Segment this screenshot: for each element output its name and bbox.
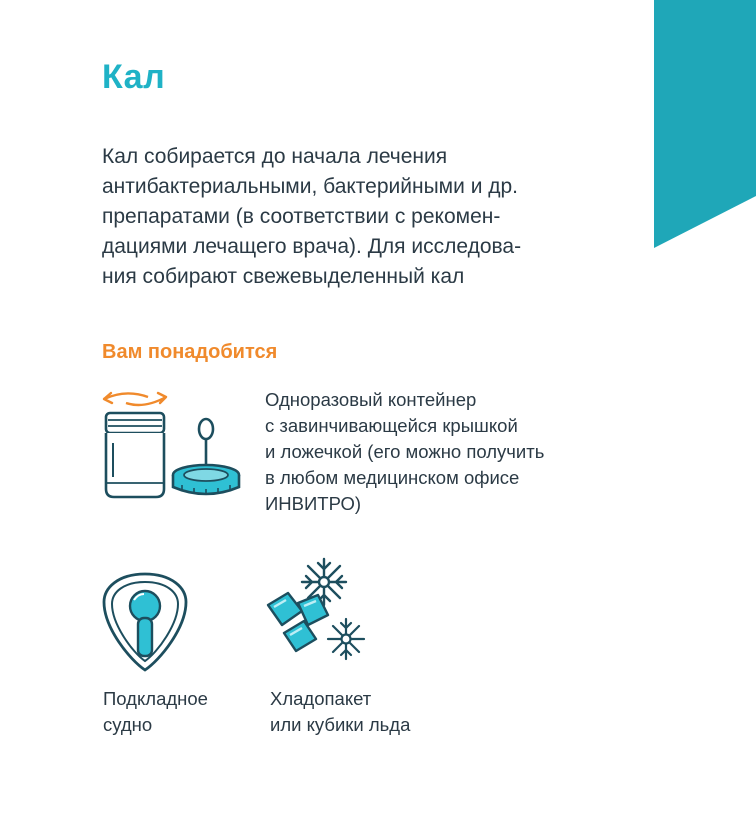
- container-description: [265, 387, 544, 517]
- container-description-line: в любом медицинском офисе: [265, 467, 520, 488]
- bedpan-label: [103, 686, 208, 738]
- intro-line: Кал собирается до начала лечения: [102, 145, 448, 168]
- ice-cubes-snowflake-icon: [262, 555, 372, 670]
- intro-line: антибактериальными, бактерийными и др.: [102, 175, 519, 198]
- section-subtitle: Вам понадобится: [102, 341, 278, 363]
- container-description-line: Одноразовый контейнер: [265, 389, 477, 410]
- container-with-spoon-icon: [96, 385, 246, 505]
- intro-line: дациями лечащего врача). Для исследова-: [102, 235, 522, 258]
- page-title: Кал: [102, 58, 166, 96]
- cold-pack-label: [270, 686, 410, 738]
- bedpan-icon: [100, 570, 190, 675]
- intro-paragraph: [102, 142, 602, 292]
- bedpan-label-line: судно: [103, 714, 153, 735]
- container-description-line: ИНВИТРО): [265, 493, 362, 514]
- intro-line: препаратами (в соответствии с рекомен-: [102, 205, 501, 228]
- intro-line: ния собирают свежевыделенный кал: [102, 265, 465, 288]
- bedpan-label-line: Подкладное: [103, 688, 208, 709]
- container-description-line: с завинчивающейся крышкой: [265, 415, 518, 436]
- cold-pack-label-line: или кубики льда: [270, 714, 411, 735]
- cold-pack-label-line: Хладопакет: [270, 688, 372, 709]
- container-description-line: и ложечкой (его можно получить: [265, 441, 545, 462]
